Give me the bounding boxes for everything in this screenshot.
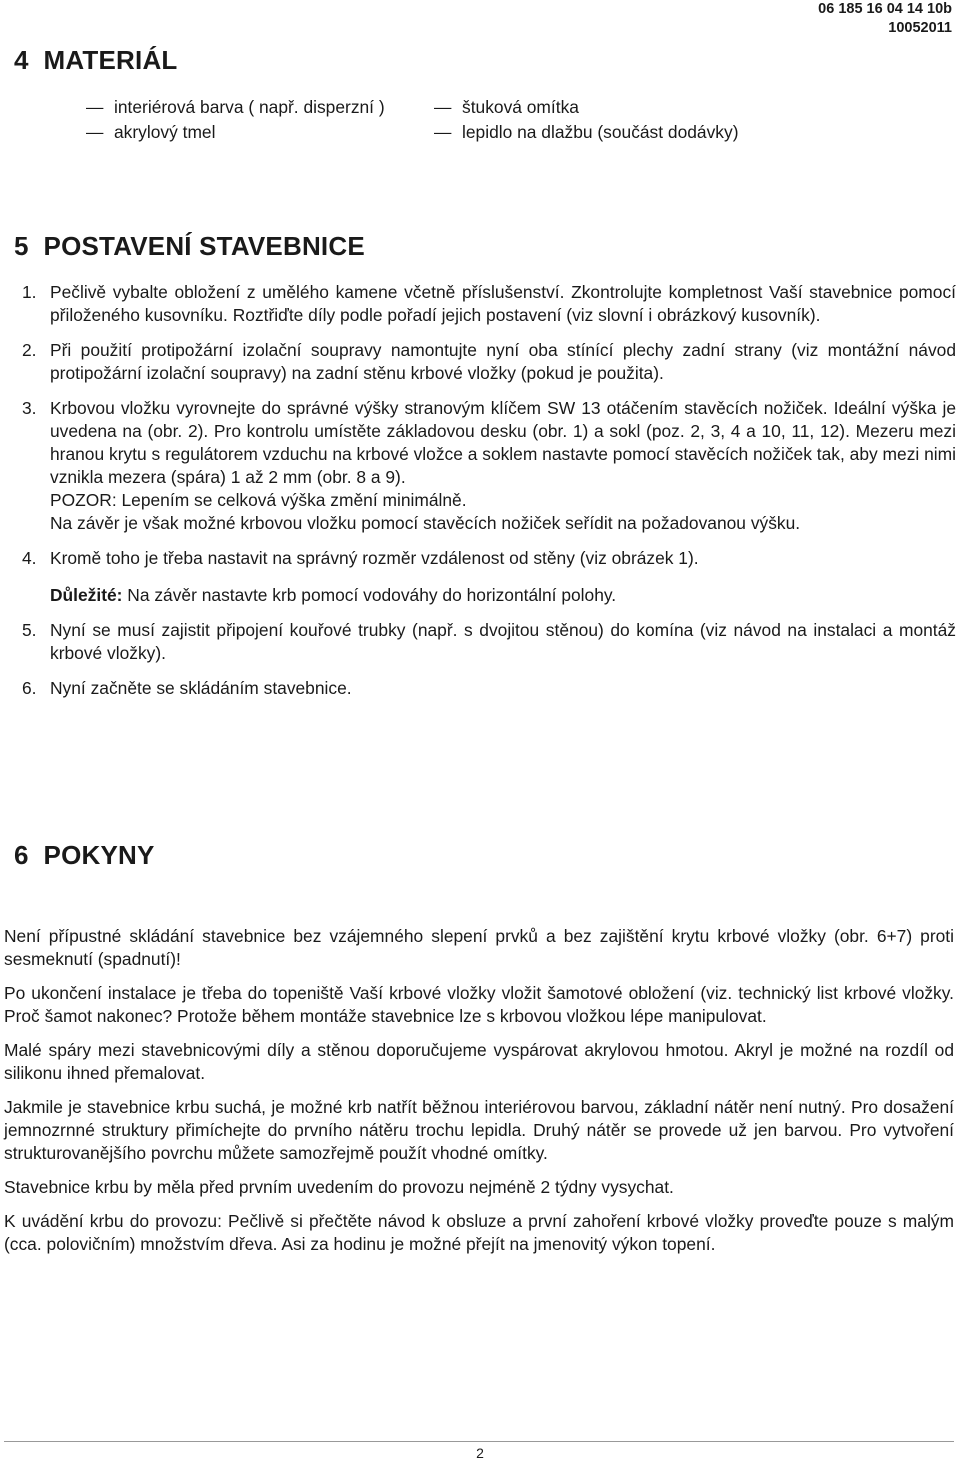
instructions-body xyxy=(4,925,954,1267)
list-item: 5. Nyní se musí zajistit připojení kouřové trubky (např. s dvojitou stěnou) do komína (viz návod na instalaci a montáž krbové vložky). xyxy=(22,620,956,663)
paragraph: Malé spáry mezi stavebnicovými díly a stěnou doporučujeme vyspárovat akrylovou hmotou. Akryl je možné na rozdíl od silikonu ihned přemalovat. xyxy=(4,1040,954,1083)
material-row xyxy=(86,121,866,146)
material-item: — lepidlo na dlažbu (součást dodávky) xyxy=(434,122,739,142)
paragraph: Není přípustné skládání stavebnice bez vzájemného slepení prvků a bez zajištění krytu krbové vložky (obr. 6+7) proti sesmeknutí (spadnutí)! xyxy=(4,926,954,969)
section-title: POSTAVENÍ STAVEBNICE xyxy=(43,231,365,261)
material-item: — štuková omítka xyxy=(434,97,579,117)
section-title: MATERIÁL xyxy=(43,45,178,75)
document-code-line2: 10052011 xyxy=(888,20,952,36)
paragraph: K uvádění krbu do provozu: Pečlivě si přečtěte návod k obsluze a první zahoření krbové vložky proveďte pouze s malým (cca. polovičním) množstvím dřeva. Asi za hodinu je možné přejít na jmenovitý výkon topení. xyxy=(4,1211,954,1254)
warning-note: POZOR: Lepením se celková výška změní minimálně. xyxy=(50,490,467,510)
important-label: Důležité: xyxy=(50,585,123,605)
section-heading-instructions xyxy=(14,840,155,870)
paragraph: Stavebnice krbu by měla před prvním uvedením do provozu nejméně 2 týdny vysychat. xyxy=(4,1177,674,1197)
material-item: — akrylový tmel xyxy=(86,122,216,142)
section-heading-material xyxy=(14,45,178,75)
paragraph: Jakmile je stavebnice krbu suchá, je možné krb natřít běžnou interiérovou barvou, základní nátěr není nutný. Pro dosažení jemnozrnné struktury přimíchejte do prvního nátěru trochu lepidla. Druhý nátěr se provede už jen barvou. Pro vytvoření strukturovanějšího povrchu můžete samozřejmě použít vhodné omítky. xyxy=(4,1097,954,1163)
assembly-steps xyxy=(22,281,956,712)
section-number: 5 xyxy=(14,231,29,261)
section-number: 4 xyxy=(14,45,29,75)
section-title: POKYNY xyxy=(43,840,155,870)
material-list xyxy=(86,96,866,146)
list-item: 3. Krbovou vložku vyrovnejte do správné výšky stranovým klíčem SW 13 otáčením stavěcích nožiček. Ideální výška je uvedena na (obr. 2). Pro kontrolu umístěte základovou desku (obr. 1) a sokl (poz. 2, 3, 4 a 10, 11, 12). Mezeru mezi hranou krytu s regulátorem vzduchu na krbové vložce a soklem nastavte pomocí stavěcích nožiček tak, aby mezi nimi vznikla mezera (spára) 1 až 2 mm (obr. 8 a 9). POZOR: Lepením se celková výška změní minimálně. Na závěr je však možné krbovou vložku pomocí stavěcích nožiček seřídit na požadovanou výšku. xyxy=(22,398,956,533)
list-item: 1. Pečlivě vybalte obložení z umělého kamene včetně příslušenství. Zkontrolujte kompletnost Vaší stavebnice pomocí přiloženého kusovníku. Roztřiďte díly podle pořadí jejich postavení (viz slovní i obrázkový kusovník). xyxy=(22,282,956,325)
paragraph: Po ukončení instalace je třeba do topeniště Vaší krbové vložky vložit šamotové obložení (viz. technický list krbové vložky. Proč šamot nakonec? Protože během montáže stavebnice lze s krbovou vložkou lépe manipulovat. xyxy=(4,983,954,1026)
document-code xyxy=(818,0,952,38)
list-item: 4. Kromě toho je třeba nastavit na správný rozměr vzdálenost od stěny (viz obrázek 1). Důležité: Na závěr nastavte krb pomocí vodováhy do horizontální polohy. xyxy=(22,548,699,605)
page-number: 2 xyxy=(476,1445,484,1461)
footer-divider xyxy=(4,1441,954,1442)
list-item: 6. Nyní začněte se skládáním stavebnice. xyxy=(22,678,352,698)
section-number: 6 xyxy=(14,840,29,870)
material-row xyxy=(86,96,866,121)
section-heading-assembly xyxy=(14,231,365,261)
list-item: 2. Při použití protipožární izolační soupravy namontujte nyní oba stínící plechy zadní strany (viz montážní návod protipožární izolační soupravy) na zadní stěnu krbové vložky (pokud je použita). xyxy=(22,340,956,383)
material-item: — interiérová barva ( např. disperzní ) xyxy=(86,97,385,117)
document-code-line1: 06 185 16 04 14 10b xyxy=(818,1,952,17)
